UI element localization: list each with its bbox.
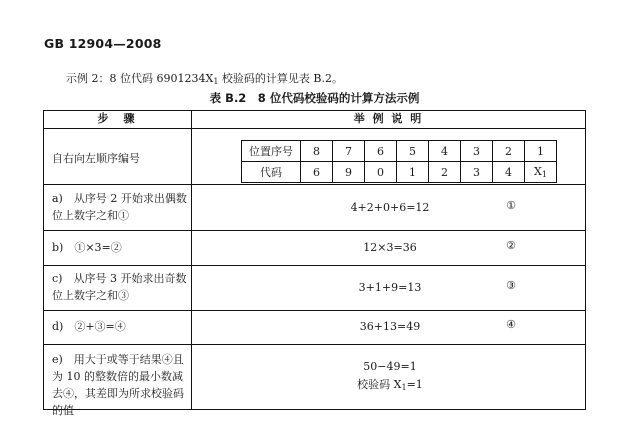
column-header-steps: 步 骤 (97, 112, 137, 125)
check-digit (525, 162, 557, 183)
table-title: 表 B.2 8 位代码校验码的计算方法示例 (209, 91, 420, 105)
calc-d: 36+13=49 (359, 320, 421, 333)
check-digit-result (330, 376, 450, 396)
code-digit: 0 (365, 162, 397, 183)
marker-b: ② (506, 239, 516, 252)
calc-e: 50−49=1 (363, 360, 417, 373)
code-digit: 9 (333, 162, 365, 183)
code-digit: 6 (301, 162, 333, 183)
code-row (242, 162, 557, 183)
code-digit: 1 (397, 162, 429, 183)
position-cell: 2 (493, 141, 525, 162)
code-digit: 3 (461, 162, 493, 183)
step-c: c) 从序号 3 开始求出奇数位上数字之和③ (52, 272, 187, 302)
position-cell: 1 (525, 141, 557, 162)
row-rule (43, 310, 586, 311)
example-sentence (66, 70, 343, 86)
position-cell: 6 (365, 141, 397, 162)
header-rule (43, 128, 586, 129)
position-cell: 7 (333, 141, 365, 162)
position-cell: 4 (429, 141, 461, 162)
check-digit-sub: 1 (541, 170, 547, 179)
marker-d: ④ (506, 318, 516, 331)
position-cell: 8 (301, 141, 333, 162)
row-rule (43, 344, 586, 345)
column-divider (191, 110, 192, 410)
step-a: a) 从序号 2 开始求出偶数位上数字之和① (52, 192, 187, 222)
result-main: 校验码 X (357, 378, 402, 391)
step-numbering: 自右向左顺序编号 (52, 152, 140, 165)
calc-c: 3+1+9=13 (358, 281, 422, 294)
result-tail: =1 (406, 378, 423, 391)
row-rule (43, 184, 586, 185)
code-label: 代码 (242, 162, 301, 183)
column-header-example: 举 例 说 明 (353, 112, 424, 125)
row-rule (43, 230, 586, 231)
code-digit: 2 (429, 162, 461, 183)
step-e: e) 用大于或等于结果④且为 10 的整数倍的最小数减去④，其差即为所求校验码的值 (52, 353, 184, 417)
step-d: d) ②+③=④ (52, 320, 126, 333)
example-subscript: 1 (213, 77, 219, 86)
step-b: b) ①×3=② (52, 241, 122, 254)
check-digit-main: X (534, 165, 542, 178)
calc-b: 12×3=36 (363, 241, 417, 254)
calc-a: 4+2+0+6=12 (350, 201, 430, 214)
marker-c: ③ (506, 279, 516, 292)
standard-code: GB 12904—2008 (44, 36, 162, 51)
marker-a: ① (506, 199, 516, 212)
example-text-before: 示例 2：8 位代码 6901234X (66, 72, 214, 85)
result-sub: 1 (401, 383, 407, 392)
position-cell: 5 (397, 141, 429, 162)
position-cell: 3 (461, 141, 493, 162)
example-text-after: 校验码的计算见表 B.2。 (218, 72, 343, 85)
position-table (241, 140, 557, 183)
position-row (242, 141, 557, 162)
position-label: 位置序号 (242, 141, 301, 162)
row-rule (43, 265, 586, 266)
code-digit: 4 (493, 162, 525, 183)
